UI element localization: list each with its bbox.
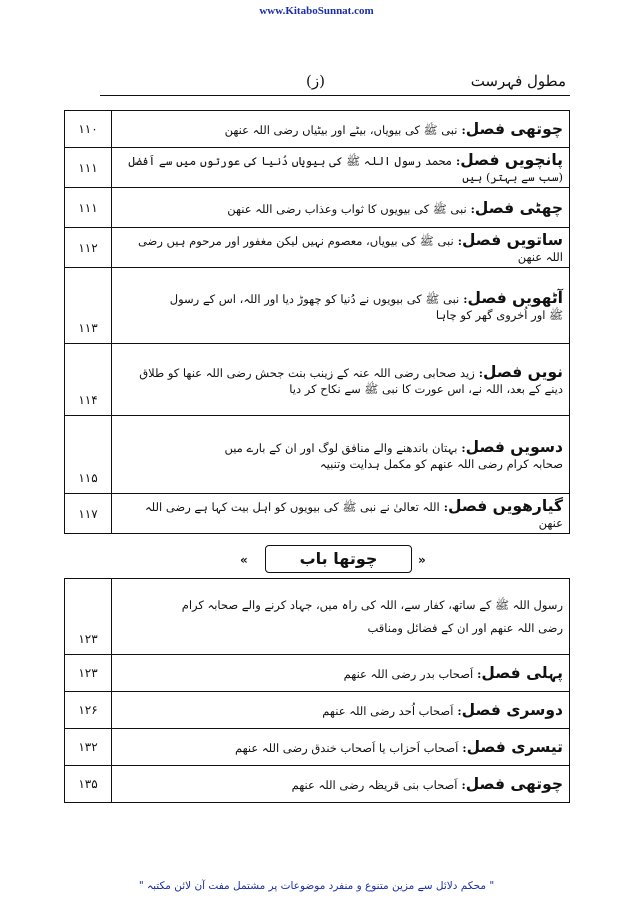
page-letter: (ز) <box>306 72 325 90</box>
toc-row[interactable] <box>65 148 570 188</box>
toc-row[interactable] <box>65 579 570 655</box>
toc-row[interactable] <box>65 111 570 148</box>
banner-ornament-icon: « <box>240 553 248 567</box>
toc-entry: دسویں فصل: بہتان باندھنے والے منافق لوگ اور ان کے بارے میں صحابہ کرام رضی اللہ عنھم کو مکمل ہدایت وتنبیہ <box>112 416 570 494</box>
toc-entry: پہلی فصل: اَصحاب بدر رضی اللہ عنھم <box>112 655 570 692</box>
banner-ornament-icon: » <box>418 553 426 567</box>
toc-page-number: ۱۱۳ <box>65 268 112 344</box>
toc-entry: آٹھویں فصل: نبی ﷺ کی بیویوں نے دُنیا کو چھوڑ دیا اور اللہ، اس کے رسول ﷺ اور اُخروی گھر کو چاہا <box>112 268 570 344</box>
toc-page-number: ۱۲۳ <box>65 655 112 692</box>
toc-row[interactable] <box>65 228 570 268</box>
toc-page-number: ۱۱۱ <box>65 148 112 188</box>
chapter-banner: چوتھا باب <box>265 545 412 573</box>
toc-row[interactable] <box>65 692 570 729</box>
toc-row[interactable] <box>65 344 570 416</box>
toc-page-number: ۱۲۳ <box>65 579 112 655</box>
toc-page-number: ۱۳۵ <box>65 766 112 803</box>
toc-row[interactable] <box>65 766 570 803</box>
toc-page-number: ۱۲۶ <box>65 692 112 729</box>
toc-entry: گیارھویں فصل: اللہ تعالیٰ نے نبی ﷺ کی بیویوں کو اہل بیت کہا ہے رضی اللہ عنھن <box>112 494 570 534</box>
header-rule <box>100 95 570 96</box>
site-url[interactable]: www.KitaboSunnat.com <box>259 5 374 17</box>
toc-entry: چوتھی فصل: اَصحاب بنی قریظہ رضی اللہ عنھم <box>112 766 570 803</box>
footer-tagline: " محکم دلائل سے مزین متنوع و منفرد موضوعات پر مشتمل مفت آن لائن مکتبہ " <box>138 880 495 892</box>
running-title: مطول فہرست <box>470 72 566 90</box>
toc-table-fusul <box>64 110 570 534</box>
toc-entry: چھٹی فصل: نبی ﷺ کی بیویوں کا ثواب وعذاب رضی اللہ عنھن <box>112 188 570 228</box>
toc-row[interactable] <box>65 268 570 344</box>
toc-entry: تیسری فصل: اَصحاب اَحزاب یا اَصحاب خندق رضی اللہ عنھم <box>112 729 570 766</box>
toc-intro-entry: رسول اللہ ﷺ کے ساتھ، کفار سے، اللہ کی راہ میں، جہاد کرنے والے صحابہ کرام رضی اللہ عنھم اور ان کے فضائل ومناقب <box>112 579 570 655</box>
toc-page-number: ۱۱۲ <box>65 228 112 268</box>
toc-page-number: ۱۱۱ <box>65 188 112 228</box>
toc-table-chapter-4 <box>64 578 570 803</box>
toc-page-number: ۱۱۴ <box>65 344 112 416</box>
toc-entry: چوتھی فصل: نبی ﷺ کی بیویاں، بیٹے اور بیٹیاں رضی اللہ عنھن <box>112 111 570 148</box>
toc-page-number: ۱۱۷ <box>65 494 112 534</box>
toc-row[interactable] <box>65 729 570 766</box>
toc-row[interactable] <box>65 655 570 692</box>
toc-entry: ساتویں فصل: نبی ﷺ کی بیویاں، معصوم نہیں لیکن مغفور اور مرحوم ہیں رضی اللہ عنھن <box>112 228 570 268</box>
toc-row[interactable] <box>65 188 570 228</box>
toc-row[interactable] <box>65 416 570 494</box>
page-header <box>100 72 570 94</box>
toc-page-number: ۱۱۵ <box>65 416 112 494</box>
toc-page-number: ۱۱۰ <box>65 111 112 148</box>
toc-row[interactable] <box>65 494 570 534</box>
toc-entry: دوسری فصل: اَصحاب اُحد رضی اللہ عنھم <box>112 692 570 729</box>
toc-page-number: ۱۳۲ <box>65 729 112 766</box>
toc-entry: پانچویں فصل: محمد رسول اللہ ﷺ کی بیویاں دُنیا کی عورتوں میں سے اَفضل (سب سے بہتر) ہیں <box>112 148 570 188</box>
toc-entry: نویں فصل: زید صحابی رضی اللہ عنہ کے زینب بنت جحش رضی اللہ عنھا کو طلاق دینے کے بعد، اللہ نے، اس عورت کا نبی ﷺ سے نکاح کر دیا <box>112 344 570 416</box>
